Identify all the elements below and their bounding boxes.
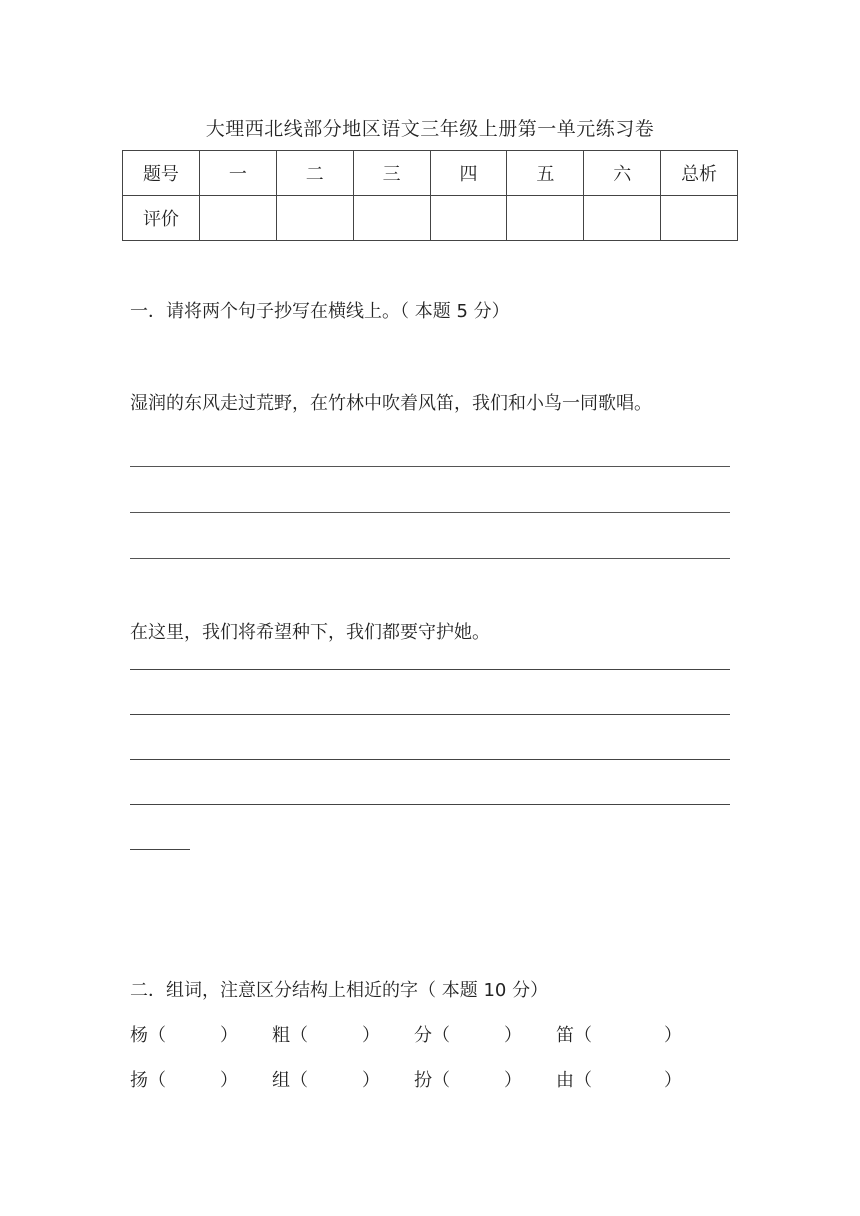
score-cell[interactable] — [199, 196, 276, 241]
score-table-header-row — [123, 151, 738, 196]
score-header-cell: 二 — [276, 151, 353, 196]
word-item[interactable]: 粗（ ） — [272, 1025, 380, 1046]
writing-line[interactable] — [130, 512, 730, 513]
word-item[interactable]: 组（ ） — [272, 1070, 380, 1091]
score-table-eval-row — [123, 196, 738, 241]
page-title: 大理西北线部分地区语文三年级上册第一单元练习卷 — [205, 118, 655, 140]
score-header-cell: 题号 — [123, 151, 200, 196]
score-header-cell: 一 — [199, 151, 276, 196]
score-header-cell: 三 — [353, 151, 430, 196]
writing-dash-line[interactable] — [130, 759, 730, 760]
writing-line[interactable] — [130, 558, 730, 559]
word-row-1 — [130, 1021, 682, 1047]
word-item[interactable]: 分（ ） — [414, 1025, 522, 1046]
word-item[interactable]: 由（ ） — [556, 1070, 682, 1091]
copy-sentence-1: 湿润的东风走过荒野，在竹林中吹着风笛，我们和小鸟一同歌唱。 — [130, 393, 652, 414]
section1-heading: 一．请将两个句子抄写在横线上。（ 本题 5 分） — [130, 301, 510, 322]
section2-heading: 二．组词，注意区分结构上相近的字（ 本题 10 分） — [130, 980, 549, 1001]
score-cell[interactable] — [353, 196, 430, 241]
writing-dash-line[interactable] — [130, 804, 730, 805]
score-header-cell: 六 — [584, 151, 661, 196]
score-header-cell: 总析 — [661, 151, 738, 196]
score-cell[interactable] — [584, 196, 661, 241]
score-header-cell: 四 — [430, 151, 507, 196]
score-table — [122, 150, 738, 241]
score-row-label: 评价 — [123, 196, 200, 241]
score-cell[interactable] — [430, 196, 507, 241]
writing-line[interactable] — [130, 466, 730, 467]
score-cell[interactable] — [661, 196, 738, 241]
word-item[interactable]: 笛（ ） — [556, 1025, 682, 1046]
score-cell[interactable] — [507, 196, 584, 241]
word-item[interactable]: 扬（ ） — [130, 1070, 238, 1091]
word-row-2 — [130, 1066, 682, 1092]
writing-dash-line[interactable] — [130, 669, 730, 670]
copy-sentence-2: 在这里，我们将希望种下，我们都要守护她。 — [130, 622, 490, 643]
writing-dash-line[interactable] — [130, 849, 190, 850]
score-header-cell: 五 — [507, 151, 584, 196]
writing-dash-line[interactable] — [130, 714, 730, 715]
word-item[interactable]: 杨（ ） — [130, 1025, 238, 1046]
score-cell[interactable] — [276, 196, 353, 241]
word-item[interactable]: 扮（ ） — [414, 1070, 522, 1091]
